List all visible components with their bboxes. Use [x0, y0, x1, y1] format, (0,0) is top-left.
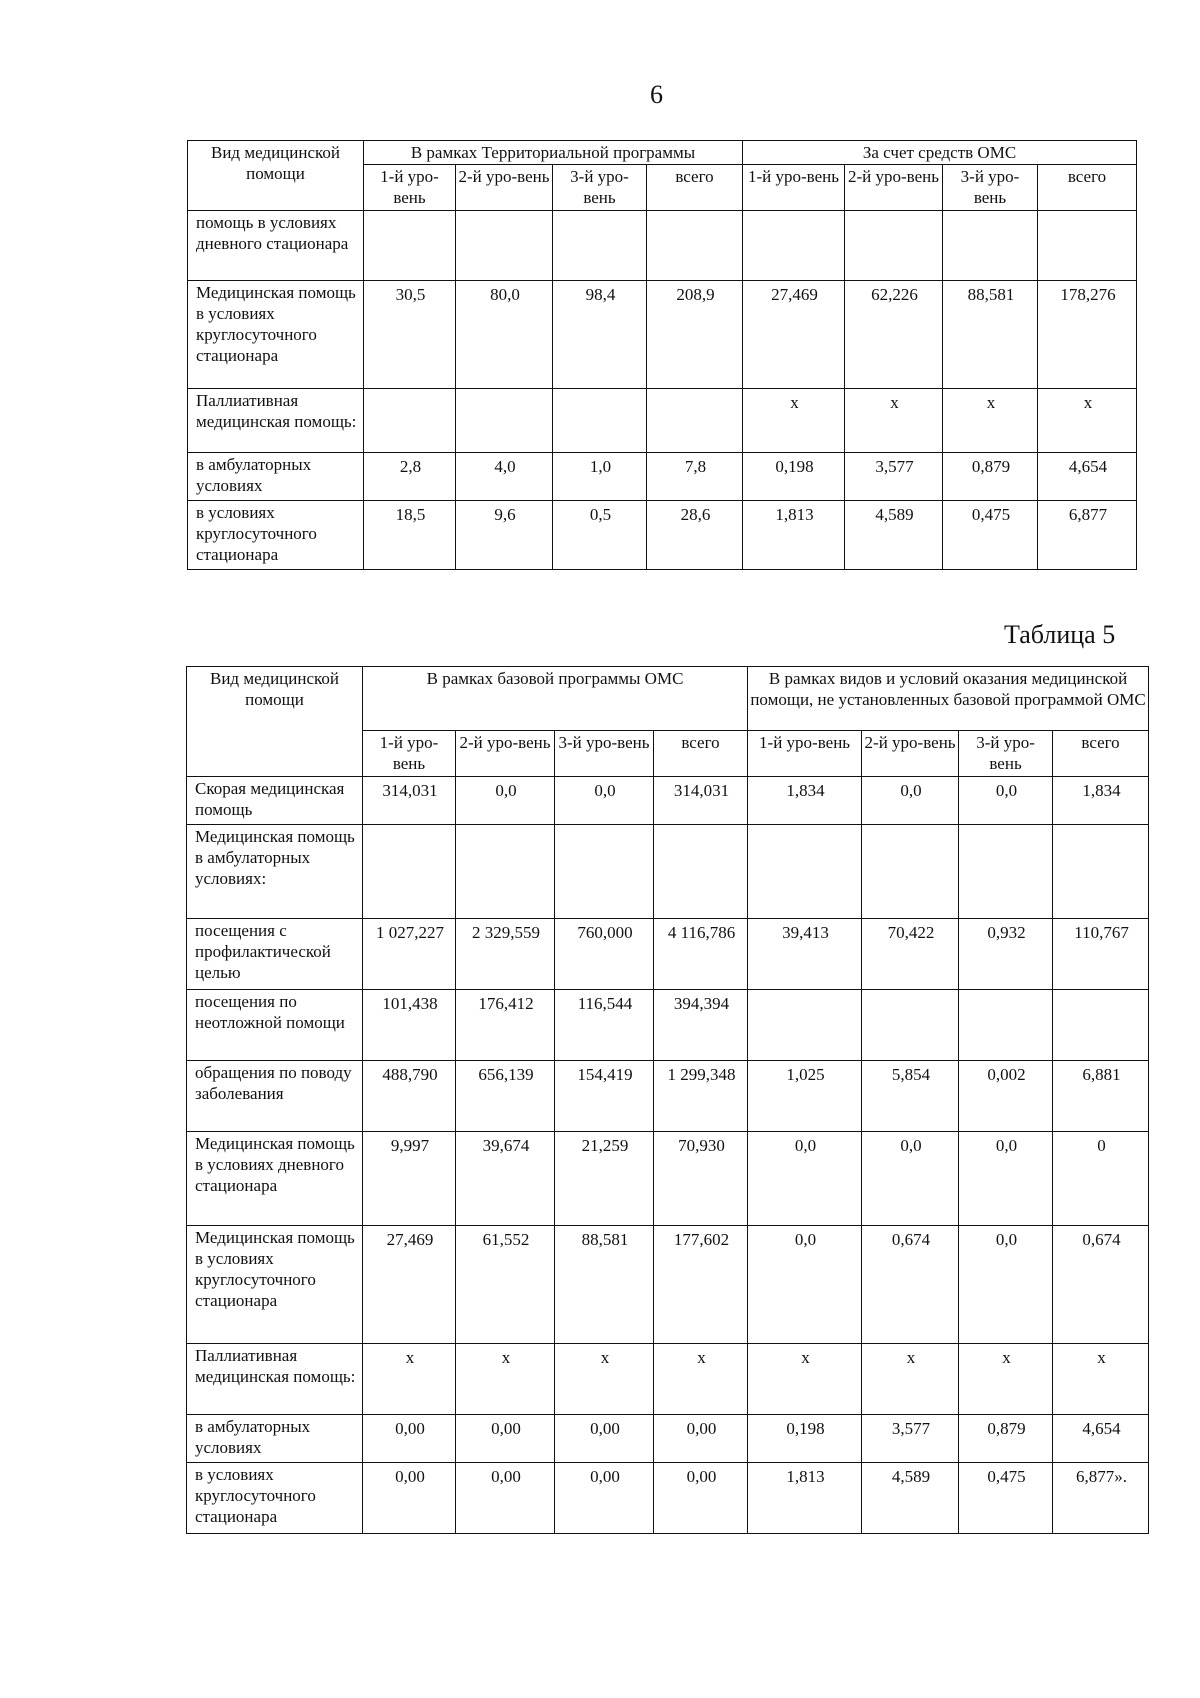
header-level: 1-й уро-вень — [363, 731, 456, 777]
cell: 0,879 — [959, 1415, 1053, 1463]
cell: 4,589 — [845, 501, 943, 570]
cell: 0,932 — [959, 919, 1053, 990]
cell: 39,674 — [456, 1132, 555, 1226]
cell — [553, 211, 647, 281]
cell: 70,422 — [862, 919, 959, 990]
row-kind: Медицинская помощь в условиях круглосуточного стационара — [188, 281, 364, 389]
cell: 1,025 — [748, 1061, 862, 1132]
header-level: 2-й уро-вень — [456, 731, 555, 777]
cell: 6,881 — [1053, 1061, 1149, 1132]
cell: 1,834 — [748, 777, 862, 825]
row-kind: Паллиативная медицинская помощь: — [187, 1344, 363, 1415]
cell: 178,276 — [1038, 281, 1137, 389]
table-5 — [186, 666, 1149, 1534]
cell: 3,577 — [845, 453, 943, 501]
cell: 0,00 — [654, 1415, 748, 1463]
cell: 1,0 — [553, 453, 647, 501]
cell: 39,413 — [748, 919, 862, 990]
header-level: 3-й уро-вень — [555, 731, 654, 777]
cell: 1,813 — [743, 501, 845, 570]
row-kind: Паллиативная медицинская помощь: — [188, 389, 364, 453]
cell: 1,813 — [748, 1463, 862, 1534]
cell — [456, 825, 555, 919]
cell: 21,259 — [555, 1132, 654, 1226]
cell: x — [743, 389, 845, 453]
cell: 6,877». — [1053, 1463, 1149, 1534]
cell: 0,5 — [553, 501, 647, 570]
cell: 4,0 — [456, 453, 553, 501]
cell: 98,4 — [553, 281, 647, 389]
table-row — [188, 501, 1137, 570]
cell: 314,031 — [654, 777, 748, 825]
row-kind: Скорая медицинская помощь — [187, 777, 363, 825]
cell: 116,544 — [555, 990, 654, 1061]
header-kind: Вид медицинской помощи — [188, 141, 364, 211]
cell: 1 299,348 — [654, 1061, 748, 1132]
table-row — [188, 211, 1137, 281]
cell: x — [363, 1344, 456, 1415]
cell: 30,5 — [364, 281, 456, 389]
cell: x — [959, 1344, 1053, 1415]
cell — [555, 825, 654, 919]
cell: 80,0 — [456, 281, 553, 389]
header-level: всего — [654, 731, 748, 777]
row-kind: Медицинская помощь в амбулаторных условиях: — [187, 825, 363, 919]
cell: 4,589 — [862, 1463, 959, 1534]
row-kind: посещения по неотложной помощи — [187, 990, 363, 1061]
header-level: 1-й уро-вень — [364, 165, 456, 211]
row-kind: в условиях круглосуточного стационара — [188, 501, 364, 570]
cell — [647, 211, 743, 281]
table-row — [187, 1226, 1149, 1344]
cell: 88,581 — [943, 281, 1038, 389]
cell: 0,0 — [959, 777, 1053, 825]
table-row — [187, 1061, 1149, 1132]
header-group-extra: В рамках видов и условий оказания медицинской помощи, не установленных базовой программой ОМС — [748, 667, 1149, 731]
row-kind: в условиях круглосуточного стационара — [187, 1463, 363, 1534]
cell: 0,674 — [862, 1226, 959, 1344]
cell — [647, 389, 743, 453]
cell: 0,00 — [555, 1463, 654, 1534]
cell: 18,5 — [364, 501, 456, 570]
row-kind: обращения по поводу заболевания — [187, 1061, 363, 1132]
cell — [959, 825, 1053, 919]
cell: 0,475 — [943, 501, 1038, 570]
header-level: всего — [1053, 731, 1149, 777]
cell — [1053, 825, 1149, 919]
cell — [862, 990, 959, 1061]
header-level: 2-й уро-вень — [456, 165, 553, 211]
row-kind: Медицинская помощь в условиях дневного стационара — [187, 1132, 363, 1226]
table-4 — [187, 140, 1137, 570]
table-row — [187, 1344, 1149, 1415]
cell: 0,879 — [943, 453, 1038, 501]
cell — [654, 825, 748, 919]
cell: 3,577 — [862, 1415, 959, 1463]
header-level: 1-й уро-вень — [748, 731, 862, 777]
cell: x — [862, 1344, 959, 1415]
cell: 9,6 — [456, 501, 553, 570]
cell: x — [555, 1344, 654, 1415]
cell — [743, 211, 845, 281]
cell: 9,997 — [363, 1132, 456, 1226]
cell: 176,412 — [456, 990, 555, 1061]
cell: 314,031 — [363, 777, 456, 825]
cell: 394,394 — [654, 990, 748, 1061]
cell: 27,469 — [743, 281, 845, 389]
row-kind: в амбулаторных условиях — [188, 453, 364, 501]
cell: 0,002 — [959, 1061, 1053, 1132]
cell: 0,475 — [959, 1463, 1053, 1534]
cell: x — [845, 389, 943, 453]
header-level: всего — [647, 165, 743, 211]
header-level: 3-й уро-вень — [959, 731, 1053, 777]
cell: x — [456, 1344, 555, 1415]
table-row — [187, 1132, 1149, 1226]
cell: x — [654, 1344, 748, 1415]
cell — [364, 389, 456, 453]
cell: 0,0 — [959, 1226, 1053, 1344]
table-row — [187, 919, 1149, 990]
cell: 0,0 — [862, 1132, 959, 1226]
row-kind: помощь в условиях дневного стационара — [188, 211, 364, 281]
header-group-territorial: В рамках Территориальной программы — [364, 141, 743, 165]
cell: x — [1038, 389, 1137, 453]
cell: 70,930 — [654, 1132, 748, 1226]
cell — [456, 389, 553, 453]
row-kind: посещения с профилактической целью — [187, 919, 363, 990]
cell: x — [1053, 1344, 1149, 1415]
table-row — [187, 777, 1149, 825]
cell: 0,00 — [456, 1415, 555, 1463]
cell — [364, 211, 456, 281]
header-level: 2-й уро-вень — [845, 165, 943, 211]
header-kind: Вид медицинской помощи — [187, 667, 363, 777]
cell: 0,0 — [555, 777, 654, 825]
cell — [845, 211, 943, 281]
table-row — [187, 1415, 1149, 1463]
table-row — [187, 990, 1149, 1061]
cell: 0,674 — [1053, 1226, 1149, 1344]
header-group-oms: За счет средств ОМС — [743, 141, 1137, 165]
cell: 6,877 — [1038, 501, 1137, 570]
cell: 154,419 — [555, 1061, 654, 1132]
cell — [1053, 990, 1149, 1061]
cell — [943, 211, 1038, 281]
cell: 4 116,786 — [654, 919, 748, 990]
cell: 2 329,559 — [456, 919, 555, 990]
cell — [959, 990, 1053, 1061]
table-row — [187, 825, 1149, 919]
cell: 0,0 — [748, 1132, 862, 1226]
cell: 208,9 — [647, 281, 743, 389]
cell: 61,552 — [456, 1226, 555, 1344]
cell — [748, 990, 862, 1061]
header-level: всего — [1038, 165, 1137, 211]
table-row — [187, 1463, 1149, 1534]
page-number: 6 — [650, 80, 663, 109]
cell: 4,654 — [1053, 1415, 1149, 1463]
header-level: 3-й уро-вень — [553, 165, 647, 211]
cell: 110,767 — [1053, 919, 1149, 990]
header-level: 3-й уро-вень — [943, 165, 1038, 211]
table-5-title: Таблица 5 — [1004, 620, 1116, 649]
cell: 1,834 — [1053, 777, 1149, 825]
cell: 0,0 — [456, 777, 555, 825]
cell: 101,438 — [363, 990, 456, 1061]
cell: 0,00 — [363, 1415, 456, 1463]
row-kind: Медицинская помощь в условиях круглосуточного стационара — [187, 1226, 363, 1344]
cell: 4,654 — [1038, 453, 1137, 501]
cell: 177,602 — [654, 1226, 748, 1344]
cell: 0,00 — [654, 1463, 748, 1534]
cell — [1038, 211, 1137, 281]
cell: 0,198 — [748, 1415, 862, 1463]
cell: 2,8 — [364, 453, 456, 501]
cell — [862, 825, 959, 919]
cell: 0,00 — [456, 1463, 555, 1534]
cell — [363, 825, 456, 919]
cell: 88,581 — [555, 1226, 654, 1344]
cell: 62,226 — [845, 281, 943, 389]
cell: 0 — [1053, 1132, 1149, 1226]
cell: 488,790 — [363, 1061, 456, 1132]
cell: x — [748, 1344, 862, 1415]
table-row — [188, 281, 1137, 389]
cell — [748, 825, 862, 919]
cell: 28,6 — [647, 501, 743, 570]
row-kind: в амбулаторных условиях — [187, 1415, 363, 1463]
header-level: 2-й уро-вень — [862, 731, 959, 777]
cell: 0,198 — [743, 453, 845, 501]
cell: 0,00 — [555, 1415, 654, 1463]
cell: 656,139 — [456, 1061, 555, 1132]
cell: 7,8 — [647, 453, 743, 501]
cell: 0,00 — [363, 1463, 456, 1534]
cell: 760,000 — [555, 919, 654, 990]
cell: 27,469 — [363, 1226, 456, 1344]
cell: 0,0 — [959, 1132, 1053, 1226]
table-row — [188, 453, 1137, 501]
cell — [553, 389, 647, 453]
cell: x — [943, 389, 1038, 453]
cell: 1 027,227 — [363, 919, 456, 990]
cell: 5,854 — [862, 1061, 959, 1132]
table-row — [188, 389, 1137, 453]
header-group-base-program: В рамках базовой программы ОМС — [363, 667, 748, 731]
cell — [456, 211, 553, 281]
cell: 0,0 — [748, 1226, 862, 1344]
cell: 0,0 — [862, 777, 959, 825]
header-level: 1-й уро-вень — [743, 165, 845, 211]
